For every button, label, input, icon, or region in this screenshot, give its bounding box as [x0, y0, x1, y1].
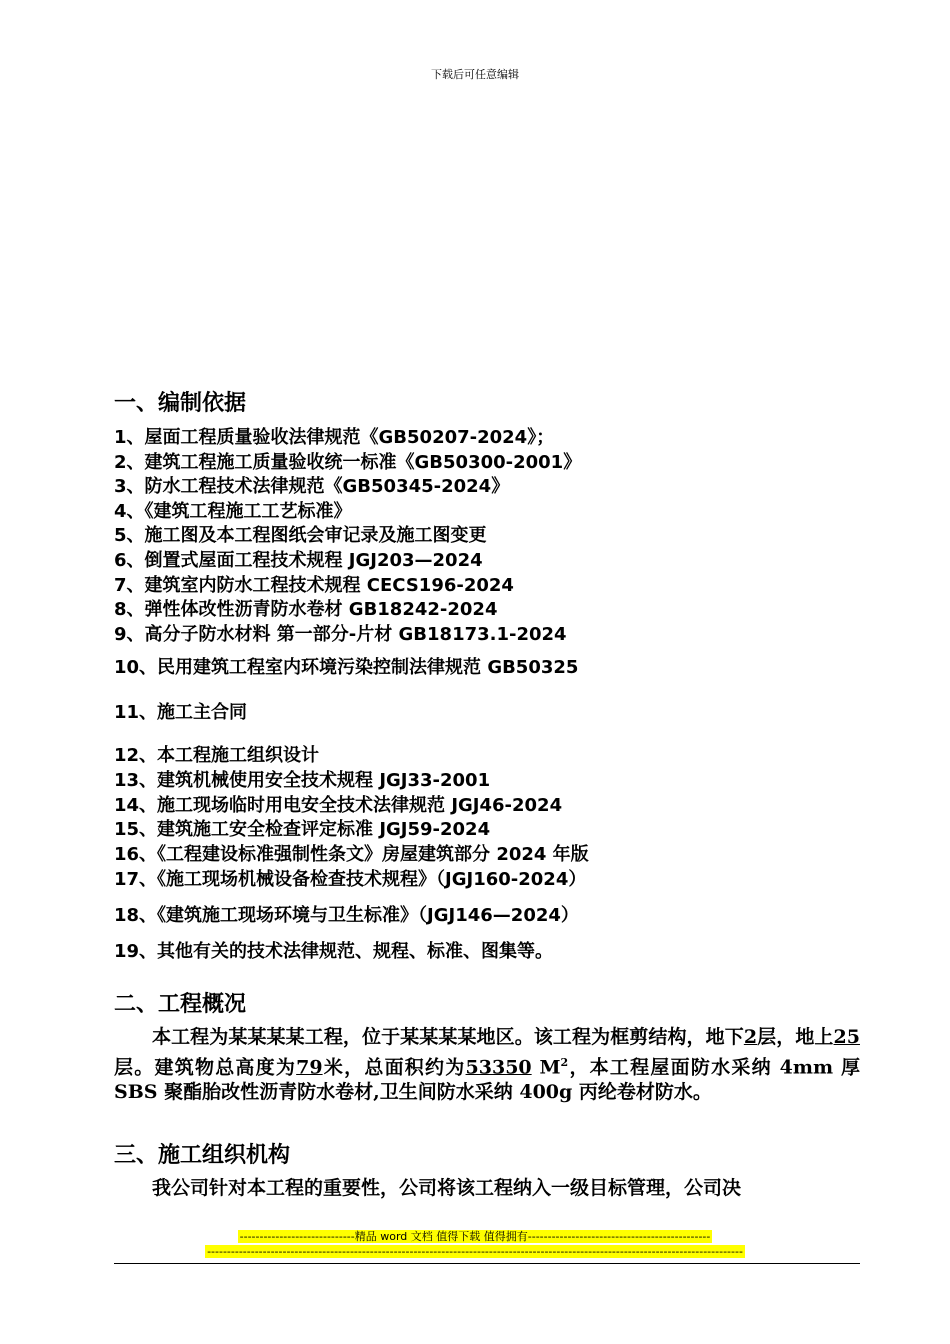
ref-item: 16、《工程建设标准强制性条文》房屋建筑部分 2024 年版 [114, 844, 589, 865]
ref-item: 19、其他有关的技术法律规范、规程、标准、图集等。 [114, 941, 554, 962]
section3-title: 三、施工组织机构 [114, 1143, 291, 1168]
ref-item: 6、倒置式屋面工程技术规程 JGJ203—2024 [114, 550, 483, 571]
ref-item: 14、施工现场临时用电安全技术法律规范 JGJ46-2024 [114, 795, 563, 816]
ref-item: 5、施工图及本工程图纸会审记录及施工图变更 [114, 525, 487, 546]
ref-item: 13、建筑机械使用安全技术规程 JGJ33-2001 [114, 770, 491, 791]
ref-item: 4、《建筑工程施工工艺标准》 [114, 501, 352, 522]
ref-item: 2、建筑工程施工质量验收统一标准《GB50300-2001》 [114, 452, 582, 473]
ref-item: 9、高分子防水材料 第一部分-片材 GB18173.1-2024 [114, 624, 567, 645]
section2-title: 二、工程概况 [114, 992, 247, 1017]
project-overview-paragraph: 本工程为某某某某工程，位于某某某某地区。该工程为框剪结构，地下2层，地上25层。建筑物总高度为79米，总面积约为53350 $M^2$，本工程屋面防水采纳 4mm 厚 SBS 聚酯胎改性沥青防水卷材,卫生间防水采纳 400g 丙纶卷材防水。 [114, 1026, 860, 1104]
section1-title: 一、编制依据 [114, 391, 247, 416]
header-note: 下载后可任意编辑 [431, 68, 519, 81]
footer-dashes: --------------------------------------------------------------------------------------------------------------------------------------- [207, 1245, 743, 1258]
footer-banner: -----------------------------精品 word 文档 值得下载 值得拥有---------------------------------------------- [239, 1230, 711, 1243]
area-unit-sup: 2 [560, 1056, 569, 1069]
above-floors-value: 25 [833, 1026, 860, 1048]
ref-item: 1、屋面工程质量验收法律规范《GB50207-2024》； [114, 427, 555, 448]
height-value: 79 [296, 1056, 323, 1079]
ref-item: 18、《建筑施工现场环境与卫生标准》（JGJ146—2024） [114, 905, 579, 926]
ref-item: 11、施工主合同 [114, 702, 248, 723]
ref-item: 8、弹性体改性沥青防水卷材 GB18242-2024 [114, 599, 498, 620]
organization-paragraph: 我公司针对本工程的重要性，公司将该工程纳入一级目标管理，公司决 [152, 1177, 742, 1199]
basement-floors-value: 2 [743, 1026, 758, 1048]
ref-item: 12、本工程施工组织设计 [114, 745, 320, 766]
area-value: 53350 [465, 1056, 532, 1079]
ref-item: 10、民用建筑工程室内环境污染控制法律规范 GB50325 [114, 657, 579, 678]
footer-rule [114, 1263, 860, 1264]
area-unit: M [539, 1056, 561, 1079]
ref-item: 17、《施工现场机械设备检查技术规程》（JGJ160-2024） [114, 869, 587, 890]
ref-item: 7、建筑室内防水工程技术规程 CECS196-2024 [114, 575, 514, 596]
ref-item: 3、防水工程技术法律规范《GB50345-2024》 [114, 476, 510, 497]
ref-item: 15、建筑施工安全检查评定标准 JGJ59-2024 [114, 819, 491, 840]
